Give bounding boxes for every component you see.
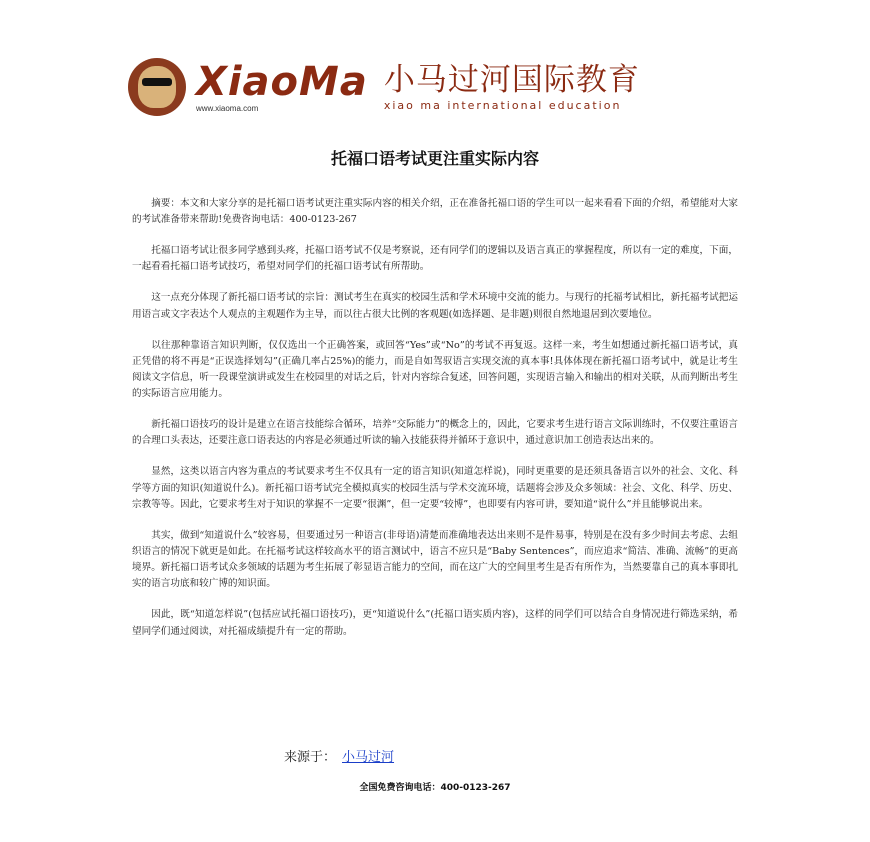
source-label: 来源于： [284, 750, 337, 765]
brand-cn-block [384, 63, 640, 112]
horse-logo-icon [128, 58, 186, 116]
paragraph: 托福口语考试让很多同学感到头疼，托福口语考试不仅是考察说，还有同学们的逻辑以及语言真正的掌握程度，所以有一定的难度，下面，一起看看托福口语考试技巧，希望对同学们的托福口语考试有所帮助。 [132, 245, 738, 273]
source-line [284, 746, 394, 765]
document-body [132, 196, 738, 655]
brand-name-en: XiaoMa [196, 58, 368, 105]
brand-name-cn: 小马过河国际教育 [383, 61, 640, 98]
source-link[interactable]: 小马过河 [342, 750, 395, 765]
paragraph: 显然，这类以语言内容为重点的考试要求考生不仅具有一定的语言知识(知道怎样说)，同时更重要的是还须具备语言以外的社会、文化、科学等方面的知识(知道说什么)。新托福口语考试完全模拟真实的校园生活与学术交流环境，话题将会涉及众多领域：社会、文化、科学、历史、宗教等等。因此，它要求考生对于知识的掌握不一定要“很渊”，但一定要“较博”，也即要有内容可讲，要知道“说什么”并且能够说出来。 [132, 466, 738, 510]
paragraph: 新托福口语技巧的设计是建立在语言技能综合循环，培养“交际能力”的概念上的，因此，它要求考生进行语言文际训练时，不仅要注重语言的合理口头表达，还要注意口语表达的内容是必须通过听读的输入技能获得并循环于意识中，通过意识加工创造表达出来的。 [132, 419, 738, 447]
brand-en-block [196, 58, 368, 113]
paragraph-summary: 摘要：本文和大家分享的是托福口语考试更注重实际内容的相关介绍，正在准备托福口语的学生可以一起来看看下面的介绍，希望能对大家的考试准备带来帮助!免费咨询电话：400-0123-267 [132, 198, 738, 226]
brand-tagline-en: xiao ma international education [383, 98, 622, 112]
paragraph: 以往那种靠语言知识判断，仅仅选出一个正确答案，或回答“Yes”或“No”的考试不再复返。这样一来，考生如想通过新托福口语考试，真正凭借的将不再是“正误选择划勾”(正确几率占25%)的能力，而是自如驾驭语言实现交流的真本事!具体体现在新托福口语考试中，就是让考生阅读文字信息，听一段课堂演讲或发生在校园里的对话之后，针对内容综合复述，回答问题，实现语言输入和输出的相对关联，从而判断出考生的实际语言应用能力。 [132, 339, 738, 400]
hotline-footer: 全国免费咨询电话：400-0123-267 [359, 783, 511, 793]
brand-url: www.xiaoma.com [196, 103, 259, 113]
header-banner [128, 56, 728, 118]
paragraph: 这一点充分体现了新托福口语考试的宗旨：测试考生在真实的校园生活和学术环境中交流的能力。与现行的托福考试相比，新托福考试把运用语言或文字表达个人观点的主观题作为主导，而以往占很大比例的客观题(如选择题、是非题)则很自然地退居到次要地位。 [132, 292, 738, 320]
document-title: 托福口语考试更注重实际内容 [330, 149, 539, 168]
paragraph: 其实，做到“知道说什么”较容易，但要通过另一种语言(非母语)清楚而准确地表达出来则不是件易事，特别是在没有多少时间去考虑、去组织语言的情况下就更是如此。在托福考试这样较高水平的语言测试中，语言不应只是“Baby Sentences”，而应追求“简洁、准确、流畅”的更高境界。新托福口语考试众多领域的话题为考生拓展了彰显语言能力的空间，而在这广大的空间里考生是否有所作为，当然要靠自己的真本事即扎实的语言功底和较广博的知识面。 [132, 529, 738, 590]
paragraph: 因此，既“知道怎样说”(包括应试托福口语技巧)，更“知道说什么”(托福口语实质内容)，这样的同学们可以结合自身情况进行筛选采纳，希望同学们通过阅读，对托福成绩提升有一定的帮助。 [132, 609, 738, 637]
